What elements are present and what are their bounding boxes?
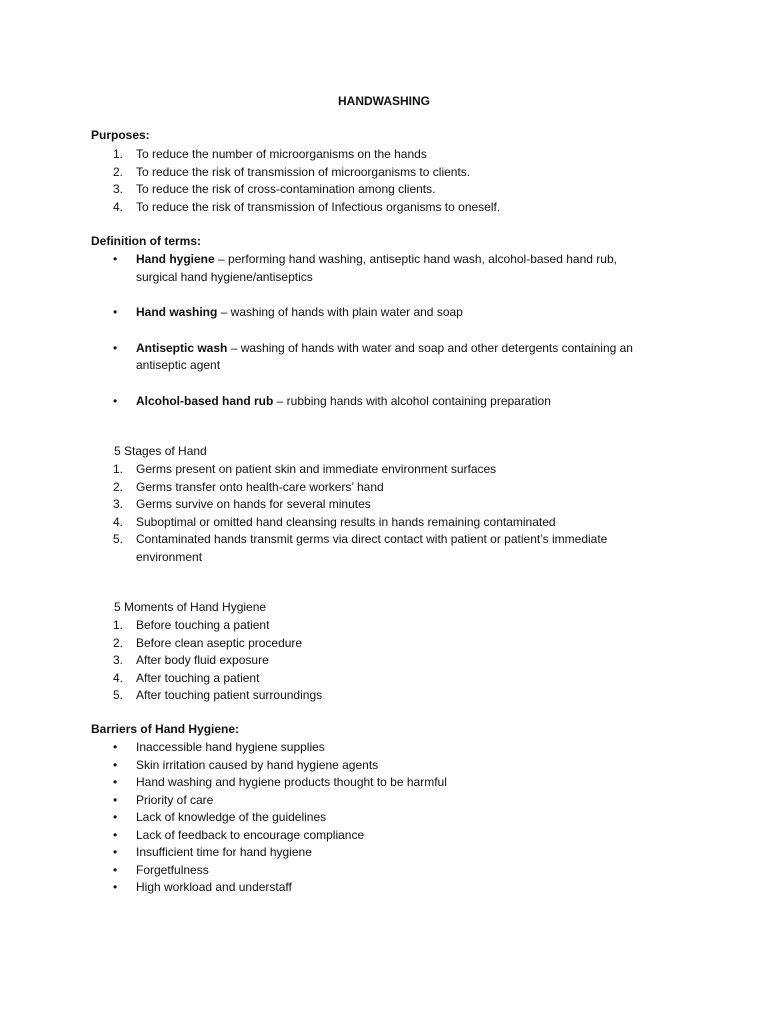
list-item: • Antiseptic wash – washing of hands with water and soap and other detergents containing an antiseptic agent xyxy=(113,340,633,372)
list-item: 3. Germs survive on hands for several minutes xyxy=(113,497,371,511)
list-item: • Inaccessible hand hygiene supplies xyxy=(113,740,325,754)
list-item: 1. Before touching a patient xyxy=(113,618,270,632)
list-item: 5. Contaminated hands transmit germs via direct contact with patient or patient’s immediate environment xyxy=(113,532,608,564)
list-item: 2. Before clean aseptic procedure xyxy=(113,635,303,650)
stages-list xyxy=(91,461,671,566)
purposes-list xyxy=(91,146,711,216)
list-item: • Forgetfulness xyxy=(113,862,209,877)
list-item: • Skin irritation caused by hand hygiene agents xyxy=(113,757,379,772)
list-item: 4. To reduce the risk of transmission of Infectious organisms to oneself. xyxy=(113,199,501,214)
list-item: • Lack of knowledge of the guidelines xyxy=(113,810,327,824)
list-item: 2. Germs transfer onto health-care workers’ hand xyxy=(113,479,384,494)
list-item: • Alcohol-based hand rub – rubbing hands with alcohol containing preparation xyxy=(113,393,551,408)
list-item: • Lack of feedback to encourage compliance xyxy=(113,827,365,842)
list-item: • Hand hygiene – performing hand washing, antiseptic hand wash, alcohol-based hand rub, surgical hand hygiene/antiseptics xyxy=(113,252,617,284)
list-item: • Priority of care xyxy=(113,792,214,807)
list-item: 3. After body fluid exposure xyxy=(113,653,269,667)
moments-list xyxy=(91,617,671,705)
list-item: 3. To reduce the risk of cross-contamination among clients. xyxy=(113,182,436,196)
list-item: 4. Suboptimal or omitted hand cleansing results in hands remaining contaminated xyxy=(113,514,556,529)
stages-heading: 5 Stages of Hand xyxy=(114,444,207,458)
list-item: • Insufficient time for hand hygiene xyxy=(113,845,312,859)
list-item: • High workload and understaff xyxy=(113,880,292,894)
purposes-heading: Purposes: xyxy=(91,128,150,142)
list-item: 1. Germs present on patient skin and immediate environment surfaces xyxy=(113,462,497,476)
list-item: 5. After touching patient surroundings xyxy=(113,688,323,702)
list-item: • Hand washing and hygiene products thought to be harmful xyxy=(113,775,447,789)
document-title: HANDWASHING xyxy=(338,94,430,108)
definitions-heading: Definition of terms: xyxy=(91,234,201,248)
list-item: 4. After touching a patient xyxy=(113,670,260,685)
term: Antiseptic wash xyxy=(136,340,228,355)
term: Hand hygiene xyxy=(136,252,215,266)
list-item: 2. To reduce the risk of transmission of microorganisms to clients. xyxy=(113,164,471,179)
moments-heading: 5 Moments of Hand Hygiene xyxy=(114,600,267,614)
term: Alcohol-based hand rub xyxy=(136,393,274,408)
barriers-heading: Barriers of Hand Hygiene: xyxy=(91,722,240,736)
list-item: • Hand washing – washing of hands with plain water and soap xyxy=(113,305,463,319)
term: Hand washing xyxy=(136,305,218,319)
definitions-list xyxy=(91,251,651,428)
barriers-list xyxy=(91,739,671,897)
list-item: 1. To reduce the number of microorganisms on the hands xyxy=(113,147,427,161)
